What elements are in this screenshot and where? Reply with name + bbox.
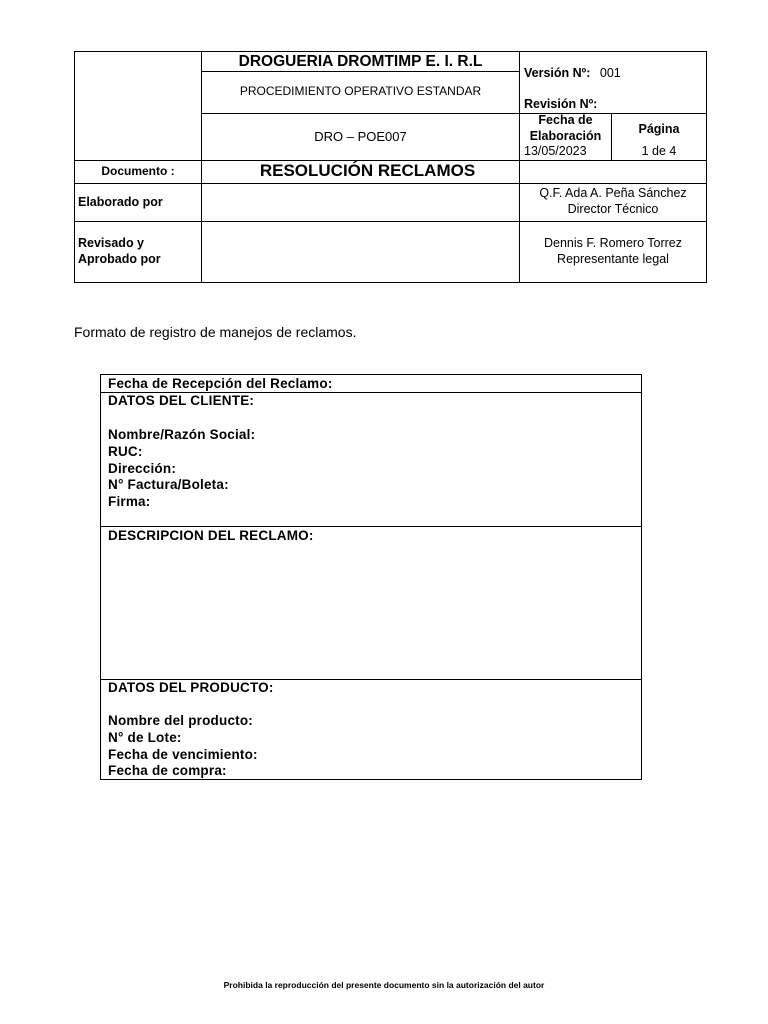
producto-field-vencimiento: Fecha de vencimiento:: [108, 747, 258, 762]
revisado-name: Dennis F. Romero Torrez: [543, 236, 682, 250]
footer-notice: Prohibida la reproducción del presente documento sin la autorización del autor: [223, 980, 545, 990]
elaborado-role: Director Técnico: [567, 202, 659, 216]
fecha-recepcion-label: Fecha de Recepción del Reclamo:: [108, 376, 333, 391]
header-divider-h4: [75, 183, 706, 184]
cliente-field-ruc: RUC:: [108, 444, 143, 459]
complaint-form-table: [100, 374, 642, 780]
cliente-field-factura: N° Factura/Boleta:: [108, 477, 229, 492]
document-header-table: [74, 51, 707, 283]
cliente-field-direccion: Dirección:: [108, 461, 177, 476]
revisado-role: Representante legal: [557, 252, 669, 266]
procedure-type: PROCEDIMIENTO OPERATIVO ESTANDAR: [239, 84, 482, 98]
documento-value: RESOLUCIÓN RECLAMOS: [259, 161, 476, 180]
header-divider-h5: [75, 221, 706, 222]
cliente-field-firma: Firma:: [108, 494, 151, 509]
form-divider-2: [101, 526, 641, 527]
version-row: [524, 66, 621, 80]
elaborado-label: Elaborado por: [78, 195, 163, 209]
producto-field-compra: Fecha de compra:: [108, 763, 227, 778]
version-label: Versión Nº:: [524, 66, 591, 80]
descripcion-title: DESCRIPCION DEL RECLAMO:: [108, 528, 314, 543]
company-name: DROGUERIA DROMTIMP E. I. R.L: [238, 53, 483, 70]
fecha-label-2: Elaboración: [529, 129, 602, 143]
producto-field-lote: N° de Lote:: [108, 730, 182, 745]
pagina-label: Página: [638, 122, 680, 136]
producto-title: DATOS DEL PRODUCTO:: [108, 680, 274, 695]
intro-text: Formato de registro de manejos de reclamos.: [74, 324, 357, 340]
documento-label: Documento :: [101, 164, 175, 178]
pagina-value: 1 de 4: [641, 144, 677, 158]
procedure-code: DRO – POE007: [314, 129, 407, 144]
header-divider-h2: [202, 113, 706, 114]
revision-label: Revisión Nº:: [524, 97, 598, 111]
elaborado-name: Q.F. Ada A. Peña Sánchez: [539, 186, 687, 200]
version-value: 001: [599, 66, 621, 80]
revisado-label-2: Aprobado por: [78, 252, 161, 266]
producto-field-nombre: Nombre del producto:: [108, 713, 253, 728]
cliente-field-nombre: Nombre/Razón Social:: [108, 427, 256, 442]
cliente-title: DATOS DEL CLIENTE:: [108, 393, 255, 408]
header-divider-h1: [202, 71, 519, 72]
revisado-label-1: Revisado y: [78, 236, 145, 250]
fecha-value: 13/05/2023: [524, 144, 587, 158]
fecha-label-1: Fecha de: [538, 113, 593, 127]
